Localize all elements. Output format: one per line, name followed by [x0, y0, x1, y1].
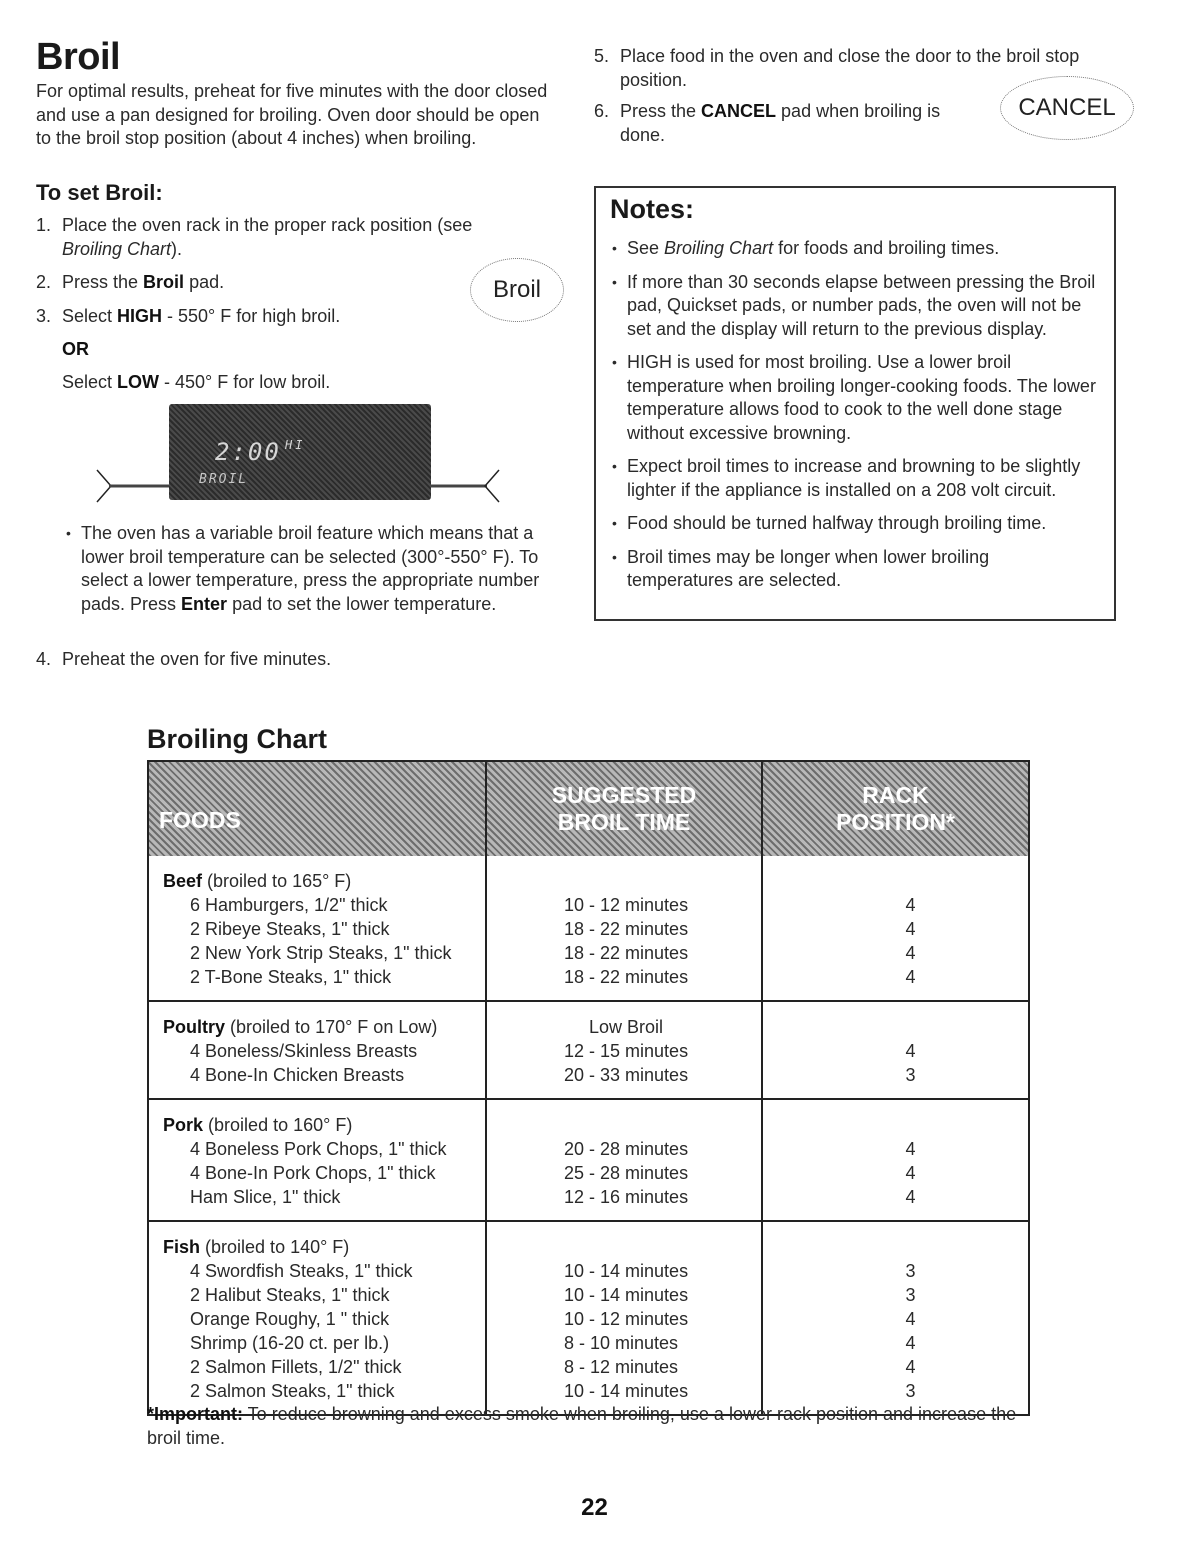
food-group-title: Fish (broiled to 140° F)	[163, 1237, 350, 1257]
food-group-title: Pork (broiled to 160° F)	[163, 1115, 353, 1135]
note-item: • HIGH is used for most broiling. Use a lower broil temperature when broiling longer-cooking foods. The lower temperature allows food to cook to the well done stage without excessive browning.	[610, 351, 1100, 445]
step-6: 6. Press the CANCEL pad when broiling is done.	[594, 101, 941, 145]
food-item: 2 T-Bone Steaks, 1" thick	[190, 967, 392, 987]
oven-display-illustration	[95, 404, 505, 504]
display-panel	[169, 404, 431, 500]
broil-time: 18 - 22 minutes	[564, 919, 689, 939]
notes-list	[610, 237, 1100, 593]
display-mode: HI	[285, 438, 306, 452]
broil-pad-button[interactable]: Broil	[470, 258, 564, 322]
food-group-title: Beef (broiled to 165° F)	[163, 871, 352, 891]
food-cell	[149, 856, 486, 1001]
time-cell	[486, 1221, 762, 1414]
rack-cell	[762, 1001, 1028, 1099]
food-item: 6 Hamburgers, 1/2" thick	[190, 895, 388, 915]
step-3: 3. Select HIGH - 550° F for high broil.	[36, 306, 341, 326]
food-item: 2 Halibut Steaks, 1" thick	[190, 1285, 390, 1305]
notes-heading: Notes:	[610, 194, 695, 224]
rack-position: 4	[905, 943, 916, 963]
variable-broil-note: • The oven has a variable broil feature which means that a lower broil temperature can be selected (300°-550° F). To select a lower temperature, press the appropriate number pads. Press Enter pad to set the lower temperature.	[62, 522, 562, 616]
food-item: Orange Roughy, 1 " thick	[190, 1309, 390, 1329]
food-item: 4 Swordfish Steaks, 1" thick	[190, 1261, 413, 1281]
broiling-chart-table	[147, 760, 1030, 1416]
note-item: • If more than 30 seconds elapse between pressing the Broil pad, Quickset pads, or number pads, the oven will not be set and the display will return to the previous display.	[610, 271, 1100, 342]
step-3-low: Select LOW - 450° F for low broil.	[62, 372, 331, 392]
broil-time: 12 - 15 minutes	[564, 1041, 689, 1061]
broil-time: 20 - 28 minutes	[564, 1139, 689, 1159]
important-note: *Important: To reduce browning and excess smoke when broiling, use a lower rack position and increase the broil time.	[147, 1404, 1017, 1448]
food-item: 2 Ribeye Steaks, 1" thick	[190, 919, 390, 939]
step-1: 1. Place the oven rack in the proper rack position (see Broiling Chart).	[36, 215, 473, 259]
time-cell	[486, 1001, 762, 1099]
rack-position: 4	[905, 1041, 916, 1061]
rack-position: 3	[905, 1285, 916, 1305]
time-cell	[486, 856, 762, 1001]
rack-position: 4	[905, 1163, 916, 1183]
col-header-broil-time: SUGGESTED BROIL TIME	[486, 762, 762, 856]
rack-position: 3	[905, 1381, 916, 1401]
rack-position: 4	[905, 1139, 916, 1159]
broil-time: 10 - 14 minutes	[564, 1381, 689, 1401]
note-item: • Expect broil times to increase and browning to be slightly lighter if the appliance is installed on a 208 volt circuit.	[610, 455, 1100, 502]
broil-time: 10 - 14 minutes	[564, 1261, 689, 1281]
note-item: • Food should be turned halfway through broiling time.	[610, 512, 1100, 536]
step-2: 2. Press the Broil pad.	[36, 272, 225, 292]
step-5: 5. Place food in the oven and close the door to the broil stop position.	[594, 46, 1080, 90]
broil-time: 10 - 12 minutes	[564, 895, 689, 915]
food-group-title: Poultry (broiled to 170° F on Low)	[163, 1017, 438, 1037]
broil-time: 20 - 33 minutes	[564, 1065, 689, 1085]
broil-time: 10 - 12 minutes	[564, 1309, 689, 1329]
broiling-chart-heading: Broiling Chart	[147, 724, 327, 754]
chart-group-fish	[149, 1221, 1028, 1414]
step-4: 4. Preheat the oven for five minutes.	[36, 649, 332, 669]
time-cell	[486, 1099, 762, 1221]
group-time-note	[487, 869, 761, 893]
intro-paragraph: For optimal results, preheat for five minutes with the door closed and use a pan designed for broiling. Oven door should be open to the broil stop position (about 4 inches) when broiling.	[36, 81, 548, 148]
food-item: 4 Bone-In Pork Chops, 1" thick	[190, 1163, 436, 1183]
chart-group-poultry	[149, 1001, 1028, 1099]
notes-box	[594, 186, 1116, 621]
rack-position: 4	[905, 1309, 916, 1329]
food-item: 4 Boneless/Skinless Breasts	[190, 1041, 418, 1061]
food-item: 4 Boneless Pork Chops, 1" thick	[190, 1139, 447, 1159]
food-cell	[149, 1221, 486, 1414]
page-title: Broil	[36, 36, 121, 78]
broil-time: 8 - 12 minutes	[564, 1357, 679, 1377]
rack-position: 4	[905, 1187, 916, 1207]
food-item: Shrimp (16-20 ct. per lb.)	[190, 1333, 390, 1353]
broil-time: 10 - 14 minutes	[564, 1285, 689, 1305]
rack-cell	[762, 1099, 1028, 1221]
display-label: BROIL	[199, 472, 249, 487]
col-header-foods: FOODS	[149, 762, 486, 856]
broil-time: 8 - 10 minutes	[564, 1333, 679, 1353]
rack-position: 4	[905, 919, 916, 939]
set-broil-heading: To set Broil:	[36, 180, 163, 205]
broil-time: 18 - 22 minutes	[564, 943, 689, 963]
rack-cell	[762, 1221, 1028, 1414]
food-item: Ham Slice, 1" thick	[190, 1187, 341, 1207]
rack-cell	[762, 856, 1028, 1001]
note-item: • Broil times may be longer when lower broiling temperatures are selected.	[610, 546, 1100, 593]
cancel-pad-button[interactable]: CANCEL	[1000, 76, 1134, 140]
col-header-rack-position: RACK POSITION*	[762, 762, 1028, 856]
food-item: 4 Bone-In Chicken Breasts	[190, 1065, 405, 1085]
group-time-note	[487, 1235, 761, 1259]
rack-position: 3	[905, 1065, 916, 1085]
rack-position: 3	[905, 1261, 916, 1281]
broil-time: 18 - 22 minutes	[564, 967, 689, 987]
chart-group-beef	[149, 856, 1028, 1001]
or-label: OR	[62, 339, 89, 359]
chart-group-pork	[149, 1099, 1028, 1221]
food-cell	[149, 1001, 486, 1099]
rack-position: 4	[905, 967, 916, 987]
food-item: 2 New York Strip Steaks, 1" thick	[190, 943, 452, 963]
broil-time: 25 - 28 minutes	[564, 1163, 689, 1183]
food-item: 2 Salmon Steaks, 1" thick	[190, 1381, 395, 1401]
group-time-note	[487, 1113, 761, 1137]
broil-time: 12 - 16 minutes	[564, 1187, 689, 1207]
page-number: 22	[581, 1494, 608, 1521]
food-item: 2 Salmon Fillets, 1/2" thick	[190, 1357, 402, 1377]
note-item: • See Broiling Chart for foods and broiling times.	[610, 237, 1100, 261]
group-time-note: Low Broil	[589, 1017, 664, 1037]
rack-position: 4	[905, 1357, 916, 1377]
food-cell	[149, 1099, 486, 1221]
display-time: 2:00	[215, 438, 281, 466]
rack-position: 4	[905, 895, 916, 915]
rack-position: 4	[905, 1333, 916, 1353]
